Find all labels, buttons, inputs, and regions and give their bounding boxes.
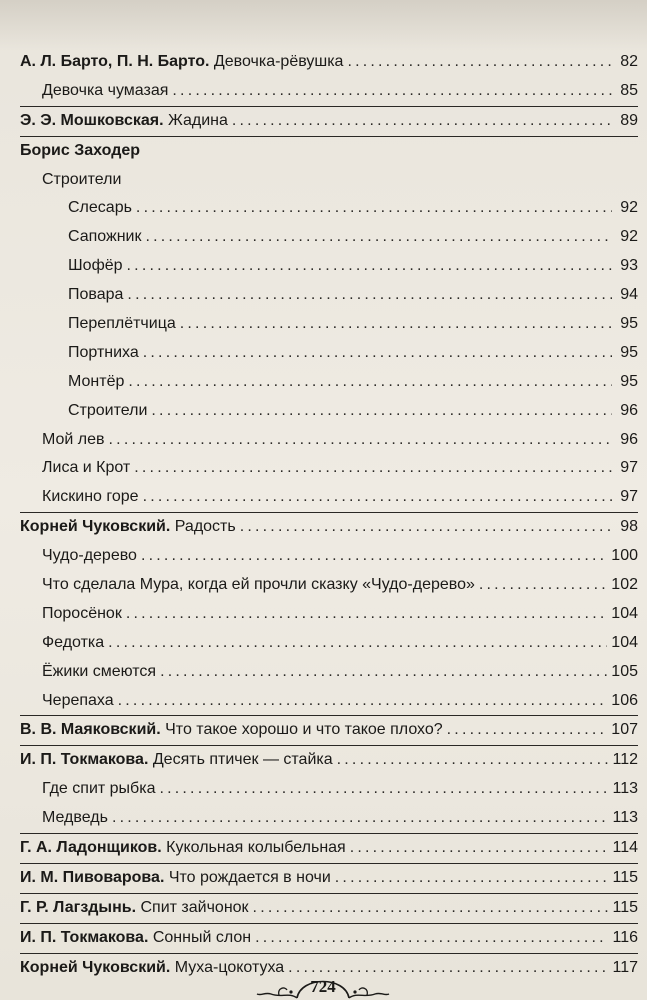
toc-title: Девочка чумазая	[42, 81, 169, 99]
toc-entry	[20, 137, 638, 166]
toc-title: Где спит рыбка	[42, 780, 156, 798]
toc-entry	[20, 166, 638, 195]
dot-leader	[134, 454, 612, 483]
toc-entry	[20, 281, 638, 310]
toc-entry-text	[20, 542, 137, 571]
toc-entry-text	[20, 397, 147, 426]
toc-page-number: 102	[611, 576, 638, 594]
toc-entry	[20, 48, 638, 77]
toc-title: Ёжики смеются	[42, 662, 157, 680]
toc-entry-text	[20, 310, 176, 339]
toc-page-number: 82	[620, 53, 638, 70]
toc-page-number: 96	[620, 401, 638, 419]
toc-page-number: 114	[612, 839, 638, 857]
toc-entry-text	[20, 426, 105, 455]
dot-leader	[180, 310, 612, 339]
table-of-contents	[20, 48, 638, 983]
toc-entry-text	[20, 137, 140, 166]
toc-entry-text	[20, 513, 236, 542]
toc-entry	[20, 252, 638, 281]
dot-leader	[143, 339, 612, 368]
toc-entry-text	[20, 77, 168, 106]
toc-entry-text	[20, 600, 122, 629]
toc-entry	[20, 513, 638, 542]
dot-leader	[253, 894, 609, 923]
toc-entry-text	[20, 894, 249, 923]
toc-title: Что сделала Мура, когда ей прочли сказку «Чудо-дерево»	[42, 576, 475, 594]
toc-page-number: 100	[611, 547, 638, 565]
dot-leader	[232, 107, 612, 136]
toc-entry	[20, 775, 638, 804]
dot-leader	[255, 924, 608, 953]
toc-page-number: 105	[611, 662, 638, 680]
toc-entry	[20, 924, 638, 954]
toc-entry	[20, 339, 638, 368]
dot-leader	[109, 426, 612, 455]
toc-entry	[20, 223, 638, 252]
toc-entry	[20, 716, 638, 746]
toc-author: Корней Чуковский.	[20, 958, 171, 976]
toc-page-number: 117	[612, 958, 638, 976]
toc-page-number: 92	[620, 228, 638, 246]
toc-title: Радость	[170, 518, 236, 536]
toc-title: Кискино горе	[42, 488, 139, 506]
toc-author: Г. А. Ладонщиков.	[20, 839, 162, 857]
dot-leader	[350, 834, 609, 863]
toc-author: Борис Заходер	[20, 141, 141, 159]
dot-leader	[128, 368, 612, 397]
toc-title: Сапожник	[68, 228, 142, 246]
dot-leader	[347, 48, 612, 77]
dot-leader	[240, 513, 612, 542]
toc-entry	[20, 426, 638, 455]
page-top-shadow	[0, 0, 647, 50]
dot-leader	[143, 483, 612, 512]
toc-title: Строители	[68, 401, 148, 419]
toc-entry	[20, 571, 638, 600]
toc-page-number: 97	[620, 459, 638, 477]
dot-leader	[141, 542, 607, 571]
toc-entry-text	[20, 571, 475, 600]
toc-title: Муха-цокотуха	[170, 958, 285, 976]
toc-page-number: 113	[612, 809, 638, 827]
toc-entry-text	[20, 166, 121, 195]
toc-entry	[20, 864, 638, 894]
toc-title: Монтёр	[68, 372, 125, 390]
toc-title: Сонный слон	[148, 928, 252, 946]
toc-author: И. П. Токмакова.	[20, 751, 149, 769]
toc-title: Девочка-рёвушка	[209, 53, 344, 70]
toc-entry-text	[20, 368, 124, 397]
toc-title: Федотка	[42, 633, 105, 651]
toc-entry-text	[20, 48, 343, 77]
toc-page-number: 92	[620, 199, 638, 217]
toc-author: Э. Э. Мошковская.	[20, 111, 164, 129]
dot-leader	[108, 629, 607, 658]
toc-entry-text	[20, 716, 443, 745]
toc-title: Черепаха	[42, 691, 114, 709]
toc-page-number: 106	[611, 691, 638, 709]
toc-title: Спит зайчонок	[136, 898, 249, 916]
toc-page-number: 95	[620, 343, 638, 361]
dot-leader	[172, 77, 612, 106]
dot-leader	[127, 281, 612, 310]
toc-page-number: 94	[620, 286, 638, 304]
toc-entry	[20, 77, 638, 107]
dot-leader	[335, 864, 609, 893]
dot-leader	[118, 687, 608, 716]
toc-page-number: 96	[620, 430, 638, 448]
toc-entry-text	[20, 834, 346, 863]
toc-title: Мой лев	[42, 430, 105, 448]
toc-page-number: 85	[620, 81, 638, 99]
toc-entry	[20, 894, 638, 924]
toc-title: Переплётчица	[68, 315, 176, 333]
toc-entry	[20, 746, 638, 775]
toc-page-number: 107	[611, 721, 638, 739]
toc-title: Чудо-дерево	[42, 547, 137, 565]
toc-title: Кукольная колыбельная	[161, 839, 346, 857]
toc-title: Портниха	[68, 343, 139, 361]
toc-entry	[20, 658, 638, 687]
toc-page-number: 104	[611, 633, 638, 651]
toc-entry-text	[20, 746, 333, 775]
toc-title: Что такое хорошо и что такое плохо?	[160, 721, 443, 739]
toc-entry	[20, 629, 638, 658]
toc-entry	[20, 804, 638, 834]
toc-title: Жадина	[163, 111, 228, 129]
toc-page-number: 115	[612, 868, 638, 886]
toc-title: Лиса и Крот	[42, 459, 131, 477]
toc-entry-text	[20, 281, 123, 310]
toc-title: Шофёр	[68, 257, 123, 275]
toc-title: Медведь	[42, 809, 108, 827]
page-footer	[253, 968, 393, 1000]
toc-page-number: 116	[612, 928, 638, 946]
toc-entry-text	[20, 924, 251, 953]
toc-title: Повара	[68, 286, 124, 304]
toc-entry-text	[20, 658, 156, 687]
dot-leader	[337, 746, 609, 775]
toc-author: И. М. Пивоварова.	[20, 868, 165, 886]
dot-leader	[159, 775, 608, 804]
toc-author: Корней Чуковский.	[20, 518, 171, 536]
dot-leader	[151, 397, 612, 426]
toc-entry-text	[20, 775, 155, 804]
dot-leader	[112, 804, 609, 833]
toc-entry	[20, 834, 638, 864]
toc-author: Г. Р. Лагздынь.	[20, 898, 137, 916]
toc-page-number: 115	[612, 898, 638, 916]
toc-entry-text	[20, 804, 108, 833]
toc-entry	[20, 600, 638, 629]
toc-entry	[20, 397, 638, 426]
dot-leader	[160, 658, 607, 687]
toc-title: Слесарь	[68, 199, 132, 217]
toc-entry-text	[20, 454, 130, 483]
dot-leader	[447, 716, 608, 745]
toc-entry	[20, 454, 638, 483]
toc-entry-text	[20, 252, 123, 281]
toc-entry-text	[20, 687, 114, 716]
page-number: 724	[310, 977, 336, 996]
toc-page-number: 93	[620, 257, 638, 275]
toc-entry	[20, 194, 638, 223]
toc-entry	[20, 107, 638, 137]
toc-entry-text	[20, 954, 284, 983]
toc-author: А. Л. Барто, П. Н. Барто.	[20, 53, 210, 70]
toc-entry	[20, 687, 638, 717]
dot-leader	[126, 600, 607, 629]
toc-page-number: 113	[612, 780, 638, 798]
toc-author: В. В. Маяковский.	[20, 721, 161, 739]
toc-page-number: 95	[620, 315, 638, 333]
toc-author: И. П. Токмакова.	[20, 928, 149, 946]
toc-entry	[20, 368, 638, 397]
toc-page-number: 95	[620, 372, 638, 390]
dot-leader	[127, 252, 612, 281]
toc-page-number: 97	[620, 488, 638, 506]
toc-entry	[20, 542, 638, 571]
toc-title: Строители	[42, 170, 122, 188]
dot-leader	[136, 194, 612, 223]
toc-title: Что рождается в ночи	[164, 868, 331, 886]
toc-entry-text	[20, 864, 331, 893]
toc-title: Десять птичек — стайка	[148, 751, 333, 769]
toc-entry-text	[20, 223, 142, 252]
toc-title: Поросёнок	[42, 604, 122, 622]
dot-leader	[146, 223, 613, 252]
toc-entry	[20, 310, 638, 339]
toc-entry-text	[20, 107, 228, 136]
toc-page-number: 89	[620, 111, 638, 129]
toc-entry-text	[20, 194, 132, 223]
toc-entry-text	[20, 339, 139, 368]
toc-page-number: 98	[620, 518, 638, 536]
toc-entry	[20, 483, 638, 513]
toc-entry-text	[20, 629, 104, 658]
dot-leader	[479, 571, 607, 600]
toc-page-number: 104	[611, 604, 638, 622]
toc-entry-text	[20, 483, 139, 512]
toc-page-number: 112	[612, 751, 638, 769]
